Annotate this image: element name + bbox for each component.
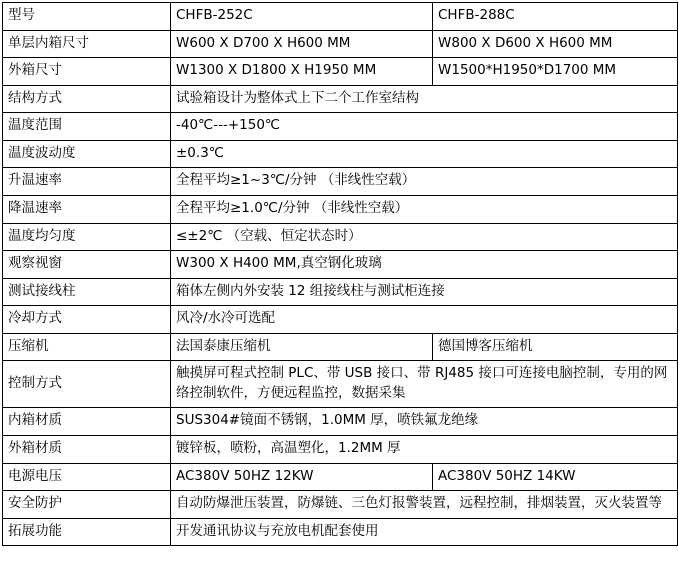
spec-value-cell-primary: 箱体左侧内外安装 12 组接线柱与测试柜连接 (171, 278, 678, 306)
table-row (3, 251, 678, 279)
table-row (3, 463, 678, 491)
spec-value-cell-secondary: CHFB-288C (433, 3, 678, 31)
spec-label-cell: 升温速率 (3, 168, 171, 196)
table-row (3, 361, 678, 408)
spec-value-cell-primary: 风冷/水冷可选配 (171, 306, 678, 334)
spec-label-cell: 内箱材质 (3, 408, 171, 436)
table-row (3, 518, 678, 546)
spec-label-cell: 测试接线柱 (3, 278, 171, 306)
table-row (3, 408, 678, 436)
table-row (3, 3, 678, 31)
spec-value-cell-primary: 法国泰康压缩机 (171, 333, 433, 361)
table-row (3, 58, 678, 86)
spec-value-cell-primary: ≤±2℃ （空载、恒定状态时） (171, 223, 678, 251)
spec-label-cell: 外箱尺寸 (3, 58, 171, 86)
spec-label-cell: 电源电压 (3, 463, 171, 491)
spec-label-cell: 拓展功能 (3, 518, 171, 546)
spec-label-cell: 冷却方式 (3, 306, 171, 334)
spec-label-cell: 单层内箱尺寸 (3, 30, 171, 58)
spec-value-cell-secondary: 德国博客压缩机 (433, 333, 678, 361)
spec-value-cell-primary: CHFB-252C (171, 3, 433, 31)
table-row (3, 491, 678, 519)
table-row (3, 333, 678, 361)
spec-value-cell-primary: W300 X H400 MM,真空钢化玻璃 (171, 251, 678, 279)
spec-label-cell: 控制方式 (3, 361, 171, 408)
spec-value-cell-primary: 自动防爆泄压装置，防爆链、三色灯报警装置，远程控制，排烟装置，灭火装置等 (171, 491, 678, 519)
spec-value-cell-secondary: W1500*H1950*D1700 MM (433, 58, 678, 86)
spec-value-cell-secondary: W800 X D600 X H600 MM (433, 30, 678, 58)
table-row (3, 30, 678, 58)
spec-value-cell-primary: 全程平均≥1.0℃/分钟 （非线性空载） (171, 195, 678, 223)
spec-value-cell-primary: 全程平均≥1~3℃/分钟 （非线性空载） (171, 168, 678, 196)
spec-label-cell: 观察视窗 (3, 251, 171, 279)
spec-label-cell: 外箱材质 (3, 436, 171, 464)
table-row (3, 140, 678, 168)
spec-value-cell-primary: W600 X D700 X H600 MM (171, 30, 433, 58)
spec-value-cell-primary: W1300 X D1800 X H1950 MM (171, 58, 433, 86)
spec-label-cell: 温度波动度 (3, 140, 171, 168)
table-row (3, 195, 678, 223)
spec-label-cell: 结构方式 (3, 85, 171, 113)
spec-label-cell: 型号 (3, 3, 171, 31)
table-row (3, 223, 678, 251)
table-row (3, 306, 678, 334)
table-row (3, 168, 678, 196)
spec-value-cell-primary: SUS304#镜面不锈钢，1.0MM 厚，喷铁氟龙绝缘 (171, 408, 678, 436)
table-row (3, 436, 678, 464)
spec-value-cell-primary: -40℃---+150℃ (171, 113, 678, 141)
table-row (3, 113, 678, 141)
spec-value-cell-primary: AC380V 50HZ 12KW (171, 463, 433, 491)
spec-value-cell-primary: 开发通讯协议与充放电机配套使用 (171, 518, 678, 546)
spec-value-cell-secondary: AC380V 50HZ 14KW (433, 463, 678, 491)
spec-label-cell: 降温速率 (3, 195, 171, 223)
table-row (3, 278, 678, 306)
spec-label-cell: 压缩机 (3, 333, 171, 361)
spec-label-cell: 温度均匀度 (3, 223, 171, 251)
table-row (3, 85, 678, 113)
specification-table-body (3, 3, 678, 546)
specification-table (2, 2, 678, 546)
spec-label-cell: 安全防护 (3, 491, 171, 519)
spec-label-cell: 温度范围 (3, 113, 171, 141)
spec-value-cell-primary: 镀锌板，喷粉，高温塑化，1.2MM 厚 (171, 436, 678, 464)
spec-value-cell-primary: ±0.3℃ (171, 140, 678, 168)
spec-value-cell-primary: 触摸屏可程式控制 PLC、带 USB 接口、带 RJ485 接口可连接电脑控制，专用的网络控制软件，方便远程监控，数据采集 (171, 361, 678, 408)
spec-value-cell-primary: 试验箱设计为整体式上下二个工作室结构 (171, 85, 678, 113)
